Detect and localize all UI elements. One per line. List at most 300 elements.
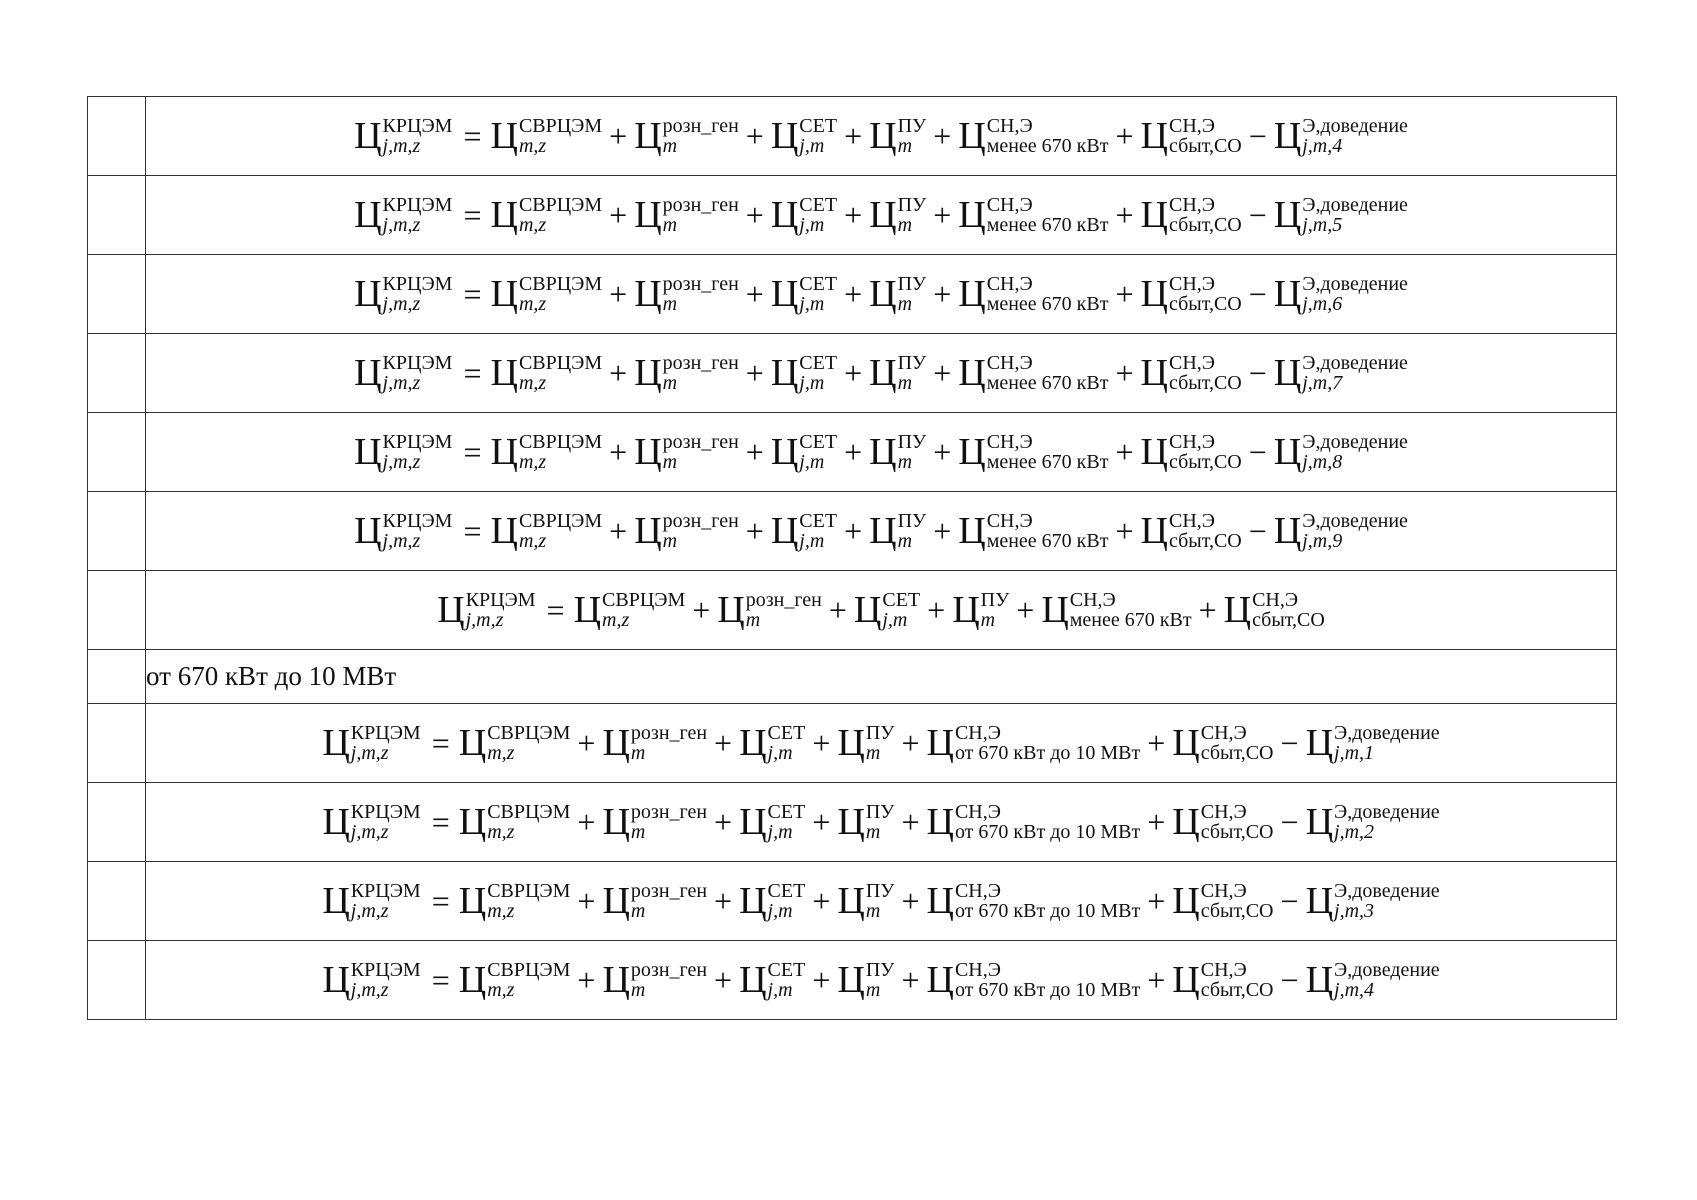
set-subscript: j,m [799,530,825,552]
sn-sbyt-term [1141,511,1242,551]
set-symbol: Ц [770,352,799,394]
minus-sign: − [1248,118,1267,154]
equals-sign: = [463,434,482,470]
svrcem-term [459,802,571,842]
pu-subscript: m [980,609,996,631]
minus-sign: − [1248,434,1267,470]
krcem-scripts [383,432,453,472]
dovedenie-symbol: Ц [1305,959,1334,1001]
krcem-symbol: Ц [354,352,382,394]
sn-sbyt-symbol: Ц [1140,352,1168,394]
pu-scripts [898,511,927,551]
pu-subscript: m [897,372,913,394]
formula-cell [146,97,1617,176]
sn-category-term [926,881,1140,921]
krcem-scripts [383,195,453,235]
set-superscript: СЕТ [882,589,921,611]
set-symbol: Ц [770,273,799,315]
rozn-gen-subscript: m [662,135,678,157]
svrcem-term [490,116,602,156]
krcem-subscript: j,m,z [382,372,421,394]
svrcem-term [459,881,571,921]
sn-sbyt-scripts [1169,353,1242,393]
svrcem-term [574,590,686,630]
heading-cell [146,650,1617,704]
sn-sbyt-symbol: Ц [1140,510,1168,552]
sn-sbyt-term [1141,116,1242,156]
sn-category-superscript: СН,Э [986,194,1033,216]
rozn-gen-superscript: розн_ген [745,589,822,611]
krcem-symbol: Ц [354,273,382,315]
krcem-scripts [351,960,421,1000]
sn-sbyt-symbol: Ц [1140,273,1168,315]
row-stub-cell [88,704,146,783]
set-superscript: СЕТ [799,115,838,137]
sn-category-superscript: СН,Э [954,801,1001,823]
sn-sbyt-term [1141,195,1242,235]
row-stub-cell [88,413,146,492]
minus-sign: − [1248,355,1267,391]
set-scripts [799,432,837,472]
sn-category-scripts [955,723,1140,763]
plus-sign: + [1115,197,1134,233]
sn-sbyt-subscript: сбыт,СО [1168,530,1242,552]
sn-sbyt-subscript: сбыт,СО [1200,742,1274,764]
equals-sign: = [431,804,450,840]
rozn-gen-superscript: розн_ген [662,115,739,137]
svrcem-symbol: Ц [490,352,518,394]
rozn-gen-symbol: Ц [634,510,662,552]
plus-sign: + [609,355,628,391]
plus-sign: + [577,883,596,919]
set-superscript: СЕТ [799,510,838,532]
plus-sign: + [812,883,831,919]
set-scripts [799,353,837,393]
table-row [88,941,1617,1020]
svrcem-symbol: Ц [490,273,518,315]
sn-sbyt-scripts [1201,723,1274,763]
sn-category-scripts [955,960,1140,1000]
svrcem-subscript: m,z [487,979,515,1001]
table-row [88,334,1617,413]
dovedenie-symbol: Ц [1305,880,1334,922]
plus-sign: + [714,962,733,998]
set-superscript: СЕТ [799,431,838,453]
plus-sign: + [844,276,863,312]
svrcem-scripts [487,723,570,763]
pu-term [952,590,1009,630]
svrcem-term [490,353,602,393]
plus-sign: + [745,355,764,391]
formula [146,255,1616,333]
dovedenie-term [1306,802,1440,842]
sn-sbyt-scripts [1201,960,1274,1000]
pu-term [837,802,894,842]
dovedenie-superscript: Э,доведение [1302,431,1408,453]
dovedenie-symbol: Ц [1273,194,1302,236]
formula [146,492,1616,570]
dovedenie-subscript: j,m,2 [1334,821,1375,843]
svrcem-symbol: Ц [490,115,518,157]
set-term [771,353,837,393]
plus-sign: + [1198,592,1217,628]
sn-sbyt-subscript: сбыт,СО [1168,293,1242,315]
dovedenie-term [1274,353,1408,393]
rozn-gen-scripts [631,802,707,842]
formula-cell [146,571,1617,650]
sn-sbyt-subscript: сбыт,СО [1168,451,1242,473]
set-scripts [768,723,806,763]
rozn-gen-scripts [663,511,739,551]
formula-table [87,96,1617,1020]
pu-superscript: ПУ [897,194,927,216]
minus-sign: − [1280,883,1299,919]
pu-subscript: m [897,135,913,157]
rozn-gen-symbol: Ц [634,115,662,157]
set-subscript: j,m [882,609,908,631]
set-term [854,590,920,630]
dovedenie-symbol: Ц [1273,431,1302,473]
rozn-gen-superscript: розн_ген [662,352,739,374]
sn-category-scripts [987,274,1109,314]
plus-sign: + [609,513,628,549]
formula [146,571,1616,649]
formula-cell [146,413,1617,492]
sn-sbyt-symbol: Ц [1172,959,1200,1001]
svrcem-subscript: m,z [602,609,630,631]
plus-sign: + [745,118,764,154]
krcem-superscript: КРЦЭМ [382,273,453,295]
svrcem-term [490,432,602,472]
svrcem-symbol: Ц [458,722,487,764]
pu-symbol: Ц [869,115,897,157]
equals-sign: = [463,118,482,154]
krcem-scripts [466,590,536,630]
row-stub-cell [88,783,146,862]
sn-category-subscript: менее 670 кВт [986,135,1109,157]
set-subscript: j,m [767,821,793,843]
plus-sign: + [844,434,863,470]
pu-subscript: m [897,530,913,552]
krcem-symbol: Ц [354,510,382,552]
sn-category-term [958,511,1108,551]
set-superscript: СЕТ [799,194,838,216]
svrcem-symbol: Ц [458,801,487,843]
sn-category-term [926,723,1140,763]
sn-category-scripts [987,116,1109,156]
plus-sign: + [933,513,952,549]
row-stub-cell [88,571,146,650]
krcem-superscript: КРЦЭМ [350,801,421,823]
rozn-gen-subscript: m [630,821,646,843]
set-symbol: Ц [853,589,882,631]
krcem-superscript: КРЦЭМ [350,959,421,981]
set-symbol: Ц [770,194,799,236]
formula-cell [146,941,1617,1020]
krcem-symbol: Ц [322,880,350,922]
plus-sign: + [933,118,952,154]
svrcem-scripts [519,432,602,472]
krcem-symbol: Ц [322,722,350,764]
rozn-gen-term [602,802,707,842]
krcem-scripts [351,802,421,842]
plus-sign: + [745,276,764,312]
pu-scripts [866,723,895,763]
plus-sign: + [901,804,920,840]
pu-symbol: Ц [952,589,980,631]
plus-sign: + [901,725,920,761]
rozn-gen-scripts [631,723,707,763]
dovedenie-term [1306,723,1440,763]
equals-sign: = [431,883,450,919]
sn-sbyt-subscript: сбыт,СО [1200,900,1274,922]
pu-term [869,511,926,551]
sn-sbyt-scripts [1169,116,1242,156]
svrcem-scripts [519,116,602,156]
pu-scripts [866,881,895,921]
plus-sign: + [1147,883,1166,919]
pu-superscript: ПУ [897,352,927,374]
pu-symbol: Ц [869,194,897,236]
rozn-gen-scripts [663,432,739,472]
sn-category-term [958,432,1108,472]
plus-sign: + [933,355,952,391]
krcem-scripts [383,353,453,393]
dovedenie-symbol: Ц [1273,352,1302,394]
dovedenie-superscript: Э,доведение [1334,801,1440,823]
svrcem-term [459,960,571,1000]
svrcem-superscript: СВРЦЭМ [487,959,571,981]
pu-subscript: m [865,900,881,922]
rozn-gen-superscript: розн_ген [630,722,708,744]
sn-category-symbol: Ц [926,722,954,764]
svrcem-subscript: m,z [518,372,547,394]
row-stub-cell [88,862,146,941]
sn-sbyt-scripts [1169,274,1242,314]
equals-sign: = [431,725,450,761]
plus-sign: + [812,725,831,761]
rozn-gen-term [602,960,707,1000]
sn-category-subscript: менее 670 кВт [986,451,1109,473]
dovedenie-superscript: Э,доведение [1334,722,1440,744]
sn-sbyt-scripts [1252,590,1325,630]
sn-category-symbol: Ц [958,115,986,157]
rozn-gen-scripts [746,590,822,630]
formula [146,704,1616,782]
sn-sbyt-symbol: Ц [1140,115,1168,157]
set-subscript: j,m [799,214,825,236]
svrcem-symbol: Ц [490,510,518,552]
sn-category-subscript: от 670 кВт до 10 МВт [954,979,1141,1001]
set-subscript: j,m [767,900,793,922]
dovedenie-subscript: j,m,1 [1334,742,1375,764]
dovedenie-term [1306,881,1440,921]
set-term [739,960,805,1000]
sn-category-subscript: от 670 кВт до 10 МВт [954,821,1141,843]
krcem-subscript: j,m,z [382,135,421,157]
pu-scripts [866,960,895,1000]
set-subscript: j,m [799,372,825,394]
krcem-symbol: Ц [354,431,382,473]
table-row [88,650,1617,704]
pu-symbol: Ц [869,431,897,473]
krcem-symbol: Ц [322,959,350,1001]
rozn-gen-term [634,116,739,156]
sn-category-term [958,116,1108,156]
formula-table-body [88,97,1617,1020]
set-symbol: Ц [739,880,767,922]
rozn-gen-scripts [631,960,707,1000]
formula-cell [146,492,1617,571]
krcem-symbol: Ц [437,589,465,631]
sn-sbyt-symbol: Ц [1172,722,1200,764]
row-stub-cell [88,97,146,176]
set-scripts [799,511,837,551]
dovedenie-term [1274,195,1408,235]
svrcem-term [490,511,602,551]
sn-sbyt-scripts [1169,511,1242,551]
pu-subscript: m [897,293,913,315]
sn-sbyt-symbol: Ц [1140,431,1168,473]
dovedenie-scripts [1302,195,1408,235]
krcem-superscript: КРЦЭМ [382,510,453,532]
plus-sign: + [1147,962,1166,998]
krcem-symbol: Ц [354,194,382,236]
sn-sbyt-symbol: Ц [1140,194,1168,236]
set-scripts [882,590,920,630]
sn-sbyt-term [1172,960,1273,1000]
plus-sign: + [714,883,733,919]
svrcem-superscript: СВРЦЭМ [602,589,686,611]
dovedenie-subscript: j,m,9 [1302,530,1343,552]
plus-sign: + [933,276,952,312]
sn-sbyt-superscript: СН,Э [1200,880,1247,902]
pu-superscript: ПУ [865,801,895,823]
rozn-gen-scripts [663,116,739,156]
dovedenie-superscript: Э,доведение [1334,880,1440,902]
krcem-subscript: j,m,z [465,609,504,631]
svrcem-superscript: СВРЦЭМ [487,880,571,902]
pu-term [869,432,926,472]
sn-category-subscript: от 670 кВт до 10 МВт [954,742,1141,764]
krcem-subscript: j,m,z [382,293,421,315]
pu-scripts [898,353,927,393]
equals-sign: = [463,197,482,233]
sn-sbyt-superscript: СН,Э [1168,352,1215,374]
plus-sign: + [844,197,863,233]
rozn-gen-symbol: Ц [602,880,630,922]
formula [146,783,1616,861]
minus-sign: − [1280,962,1299,998]
plus-sign: + [609,118,628,154]
pu-term [837,723,894,763]
pu-symbol: Ц [869,273,897,315]
dovedenie-subscript: j,m,3 [1334,900,1375,922]
rozn-gen-scripts [663,274,739,314]
sn-sbyt-superscript: СН,Э [1200,959,1247,981]
sn-category-term [926,802,1140,842]
krcem-term [322,802,420,842]
formula-cell [146,176,1617,255]
krcem-scripts [351,881,421,921]
dovedenie-subscript: j,m,7 [1302,372,1343,394]
sn-category-scripts [955,802,1140,842]
row-stub-cell [88,176,146,255]
sn-sbyt-scripts [1201,802,1274,842]
dovedenie-term [1274,511,1408,551]
formula [146,97,1616,175]
svrcem-subscript: m,z [518,530,547,552]
svrcem-scripts [487,960,570,1000]
svrcem-term [490,274,602,314]
pu-scripts [866,802,895,842]
set-symbol: Ц [770,431,799,473]
set-superscript: СЕТ [799,352,838,374]
table-row [88,571,1617,650]
pu-subscript: m [897,451,913,473]
rozn-gen-term [602,881,707,921]
rozn-gen-term [602,723,707,763]
svrcem-subscript: m,z [518,135,547,157]
svrcem-subscript: m,z [487,821,515,843]
sn-sbyt-subscript: сбыт,СО [1252,609,1325,631]
krcem-subscript: j,m,z [350,979,389,1001]
rozn-gen-term [634,353,739,393]
krcem-subscript: j,m,z [350,742,389,764]
plus-sign: + [901,883,920,919]
formula-cell [146,334,1617,413]
set-superscript: СЕТ [767,959,806,981]
sn-category-symbol: Ц [926,801,954,843]
pu-symbol: Ц [869,352,897,394]
pu-scripts [981,590,1010,630]
svrcem-scripts [602,590,685,630]
svrcem-term [459,723,571,763]
dovedenie-superscript: Э,доведение [1302,115,1408,137]
krcem-subscript: j,m,z [382,214,421,236]
krcem-term [354,274,452,314]
plus-sign: + [901,962,920,998]
set-scripts [799,274,837,314]
dovedenie-subscript: j,m,4 [1334,979,1375,1001]
table-row [88,862,1617,941]
set-symbol: Ц [739,959,767,1001]
rozn-gen-subscript: m [662,530,678,552]
pu-symbol: Ц [837,959,865,1001]
sn-category-subscript: менее 670 кВт [986,293,1109,315]
pu-superscript: ПУ [865,959,895,981]
sn-category-symbol: Ц [958,194,986,236]
plus-sign: + [745,434,764,470]
sn-sbyt-term [1141,353,1242,393]
svrcem-symbol: Ц [458,959,487,1001]
set-subscript: j,m [799,293,825,315]
formula-cell [146,255,1617,334]
plus-sign: + [812,804,831,840]
sn-sbyt-subscript: сбыт,СО [1168,135,1242,157]
sn-category-symbol: Ц [958,273,986,315]
set-scripts [799,195,837,235]
sn-category-superscript: СН,Э [1069,589,1116,611]
sn-category-subscript: менее 670 кВт [986,372,1109,394]
rozn-gen-scripts [663,195,739,235]
table-row [88,255,1617,334]
dovedenie-superscript: Э,доведение [1302,352,1408,374]
pu-subscript: m [897,214,913,236]
dovedenie-superscript: Э,доведение [1302,194,1408,216]
dovedenie-term [1274,274,1408,314]
krcem-scripts [383,274,453,314]
